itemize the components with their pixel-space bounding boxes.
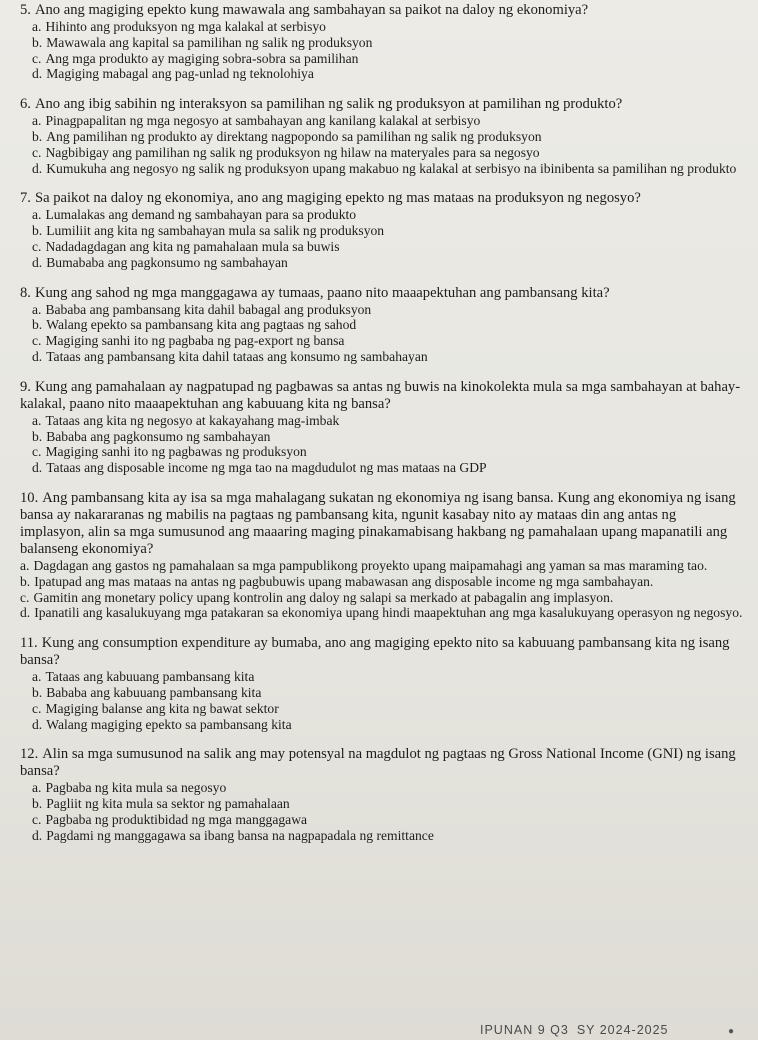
option-a: a. Pinagpapalitan ng mga negosyo at sambahayan ang kanilang kalakal at serbisyo — [32, 113, 481, 129]
option-b: b. Mawawala ang kapital sa pamilihan ng salik ng produksyon — [32, 34, 373, 50]
option-c: c. Gamitin ang monetary policy upang kontrolin ang daloy ng salapi sa merkado at pabagalin ang implasyon. — [20, 589, 614, 605]
option-d: d. Tataas ang disposable income ng mga tao na magdudulot ng mas mataas na GDP — [32, 460, 487, 476]
option-c: c. Ang mga produkto ay magiging sobra-sobra sa pamilihan — [32, 50, 359, 66]
option-a: a. Bababa ang pambansang kita dahil babagal ang produksyon — [32, 301, 372, 317]
option-c: c. Nadadagdagan ang kita ng pamahalaan mula sa buwis — [32, 238, 340, 254]
page-footer — [480, 1023, 669, 1037]
answer-options — [20, 780, 744, 843]
option-d: d. Kumukuha ang negosyo ng salik ng produksyon upang makabuo ng kalakal at serbisyo na ibinibenta sa pamilihan ng produkto — [32, 160, 737, 176]
option-b: b. Pagliit ng kita mula sa sektor ng pamahalaan — [32, 796, 290, 812]
footer-code: IPUNAN 9 Q3 — [480, 1023, 569, 1037]
option-c: c. Nagbibigay ang pamilihan ng salik ng produksyon ng hilaw na materyales para sa negosyo — [32, 144, 540, 160]
option-c: c. Magiging balanse ang kita ng bawat sektor — [32, 700, 279, 716]
answer-options — [20, 113, 744, 176]
question-11 — [20, 635, 744, 732]
option-d: d. Walang magiging epekto sa pambansang kita — [32, 716, 292, 732]
option-a: a. Lumalakas ang demand ng sambahayan para sa produkto — [32, 207, 357, 223]
question-12 — [20, 746, 744, 843]
question-text: 12. Alin sa mga sumusunod na salik ang may potensyal na magdulot ng pagtaas ng Gross National Income (GNI) ng isang bansa? — [20, 746, 736, 780]
answer-options — [20, 19, 744, 82]
option-d: d. Tataas ang pambansang kita dahil tataas ang konsumo ng sambahayan — [32, 348, 428, 364]
page-edge-mark: ● — [727, 1026, 734, 1037]
question-10 — [20, 490, 744, 621]
option-c: c. Magiging sanhi ito ng pagbawas ng produksyon — [32, 444, 307, 460]
answer-options — [20, 302, 744, 365]
answer-options — [20, 207, 744, 270]
question-text: 7. Sa paikot na daloy ng ekonomiya, ano ang magiging epekto ng mas mataas na produksyon ng negosyo? — [20, 190, 641, 207]
question-text: 8. Kung ang sahod ng mga manggagawa ay tumaas, paano nito maaapektuhan ang pambansang kita? — [20, 284, 610, 301]
option-a: a. Pagbaba ng kita mula sa negosyo — [32, 780, 227, 796]
question-6 — [20, 96, 744, 176]
answer-options — [20, 669, 744, 732]
option-b: b. Walang epekto sa pambansang kita ang pagtaas ng sahod — [32, 317, 357, 333]
option-a: a. Tataas ang kabuuang pambansang kita — [32, 669, 255, 685]
option-d: d. Pagdami ng manggagawa sa ibang bansa na nagpapadala ng remittance — [32, 827, 434, 843]
option-b: b. Lumiliit ang kita ng sambahayan mula sa salik ng produksyon — [32, 223, 385, 239]
option-c: c. Pagbaba ng produktibidad ng mga manggagawa — [32, 811, 308, 827]
option-b: b. Ipatupad ang mas mataas na antas ng pagbubuwis upang mabawasan ang disposable income ng mga sambahayan. — [20, 573, 654, 589]
option-d: d. Ipanatili ang kasalukuyang mga patakaran sa ekonomiya upang hindi maapektuhan ang mga kasalukuyang operasyon ng negosyo. — [20, 605, 743, 621]
question-text: 5. Ano ang magiging epekto kung mawawala ang sambahayan sa paikot na daloy ng ekonomiya? — [20, 2, 589, 18]
footer-school-year: SY 2024-2025 — [576, 1023, 669, 1037]
answer-options — [20, 558, 744, 621]
option-a: a. Hihinto ang produksyon ng mga kalakal at serbisyo — [32, 19, 326, 34]
option-d: d. Bumababa ang pagkonsumo ng sambahayan — [32, 254, 288, 270]
option-b: b. Bababa ang pagkonsumo ng sambahayan — [32, 428, 271, 444]
option-b: b. Bababa ang kabuuang pambansang kita — [32, 684, 262, 700]
answer-options — [20, 413, 744, 476]
option-d: d. Magiging mabagal ang pag-unlad ng teknolohiya — [32, 66, 314, 82]
option-b: b. Ang pamilihan ng produkto ay direktang nagpopondo sa pamilihan ng salik ng produksyon — [32, 128, 542, 144]
question-text: 10. Ang pambansang kita ay isa sa mga mahalagang sukatan ng ekonomiya ng isang bansa. Kung ang ekonomiya ng isang bansa ay nakararanas ng mabilis na pagtaas ng pambansang kita, ngunit kasabay nito ay mataas din ang antas ng implasyon, alin sa mga sumusunod ang maaaring maging pinakamabisang hakbang ng pamahalaan upang mapanatili ang balanseng ekonomiya? — [20, 489, 736, 557]
question-text: 9. Kung ang pamahalaan ay nagpatupad ng pagbawas sa antas ng buwis na kinokolekta mula sa mga sambahayan at bahay-kalakal, paano nito maaapektuhan ang kabuuang kita ng bansa? — [20, 378, 741, 412]
question-8 — [20, 285, 744, 365]
question-text: 6. Ano ang ibig sabihin ng interaksyon sa pamilihan ng salik ng produksyon at pamilihan ng produkto? — [20, 96, 623, 113]
question-7 — [20, 190, 744, 270]
question-9 — [20, 379, 744, 476]
question-text: 11. Kung ang consumption expenditure ay bumaba, ano ang magiging epekto nito sa kabuuang pambansang kita ng isang bansa? — [20, 635, 730, 669]
option-a: a. Dagdagan ang gastos ng pamahalaan sa mga pampublikong proyekto upang maipamahagi ang yaman sa mas maraming tao. — [20, 557, 708, 573]
question-5 — [20, 2, 744, 82]
option-c: c. Magiging sanhi ito ng pagbaba ng pag-export ng bansa — [32, 333, 345, 349]
option-a: a. Tataas ang kita ng negosyo at kakayahang mag-imbak — [32, 412, 340, 428]
